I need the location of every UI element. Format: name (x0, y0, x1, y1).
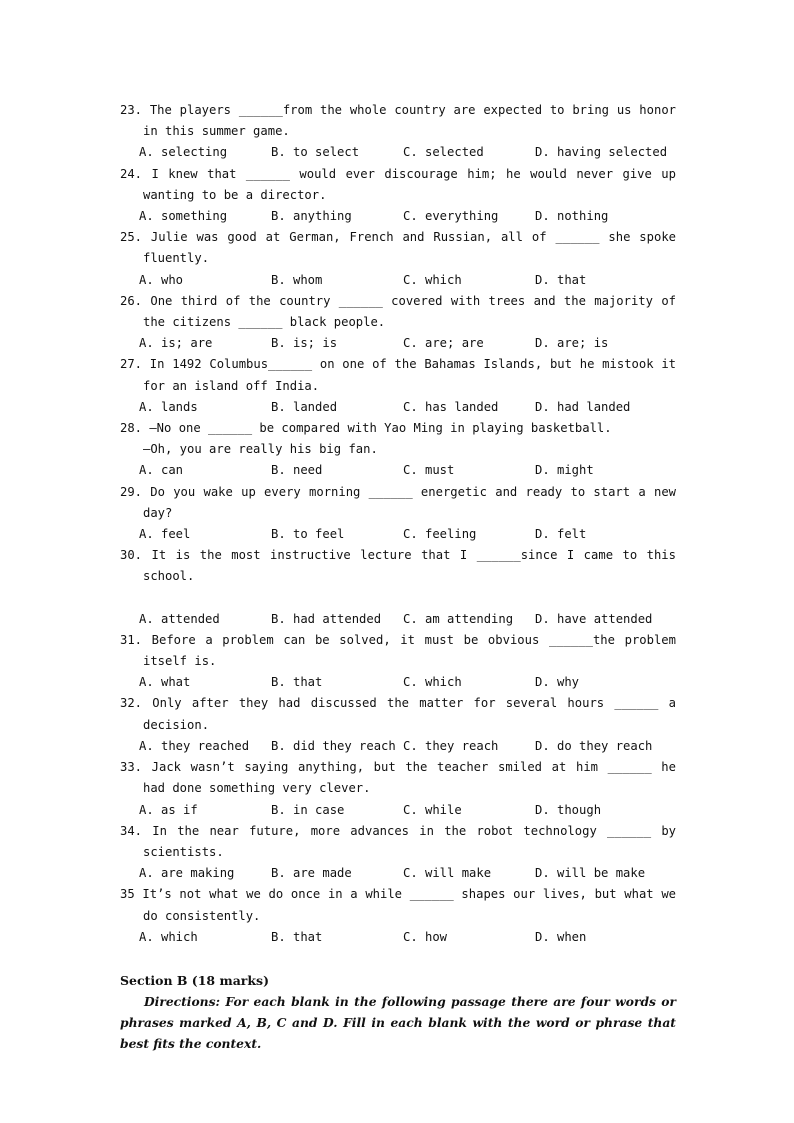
option-d: D. having selected (535, 145, 668, 160)
option-d: D. nothing (535, 209, 609, 224)
option-b: B. is; is (271, 336, 338, 351)
option-d: D. will be make (535, 866, 646, 881)
option-c: C. selected (403, 145, 484, 160)
option-d: D. do they reach (535, 738, 653, 753)
option-a: A. who (139, 272, 184, 287)
option-d: D. though (535, 802, 602, 817)
options-row (120, 736, 676, 757)
option-a: A. they reached (139, 738, 250, 753)
option-d: D. felt (535, 527, 587, 542)
question-34 (120, 821, 676, 885)
options-row (120, 460, 676, 481)
option-a: A. something (139, 209, 228, 224)
options-row (120, 863, 676, 884)
section-directions: Directions: For each blank in the following passage there are four words or phrases marked A, B, C and D. Fill in each blank with the word or phrase that best fits the context. (120, 993, 676, 1051)
option-b: B. in case (271, 802, 345, 817)
question-35 (120, 884, 676, 948)
question-stem: 27. In 1492 Columbus______ on one of the Bahamas Islands, but he mistook it for an island off India. (120, 357, 676, 393)
option-b: B. need (271, 463, 323, 478)
question-28 (120, 418, 676, 482)
options-row (120, 397, 676, 418)
question-stem: 33. Jack wasn’t saying anything, but the teacher smiled at him ______ he had done something very clever. (120, 760, 676, 796)
question-30 (120, 545, 676, 630)
option-c: C. will make (403, 866, 492, 881)
option-b: B. whom (271, 272, 323, 287)
options-row (120, 800, 676, 821)
question-25 (120, 227, 676, 291)
options-row (120, 270, 676, 291)
option-b: B. that (271, 675, 323, 690)
option-b: B. had attended (271, 611, 382, 626)
question-32 (120, 693, 676, 757)
question-stem: 28. —No one ______ be compared with Yao Ming in playing basketball. (120, 421, 612, 436)
option-a: A. selecting (139, 145, 228, 160)
option-a: A. feel (139, 527, 191, 542)
option-c: C. which (403, 272, 462, 287)
question-stem: 32. Only after they had discussed the matter for several hours ______ a decision. (120, 696, 676, 732)
option-a: A. are making (139, 866, 235, 881)
question-stem: 31. Before a problem can be solved, it must be obvious ______the problem itself is. (120, 632, 676, 669)
options-row (120, 927, 676, 948)
option-d: D. might (535, 463, 594, 478)
question-stem: 23. The players ______from the whole country are expected to bring us honor in this summer game. (120, 103, 676, 139)
option-a: A. can (139, 463, 184, 478)
option-b: B. are made (271, 866, 352, 881)
option-c: C. has landed (403, 399, 499, 414)
question-24 (120, 164, 676, 228)
option-c: C. are; are (403, 336, 484, 351)
option-d: D. are; is (535, 336, 609, 351)
question-23 (120, 100, 676, 164)
option-c: C. they reach (403, 738, 499, 753)
option-a: A. what (139, 675, 191, 690)
options-row (120, 142, 676, 163)
option-d: D. why (535, 675, 580, 690)
question-stem: 34. In the near future, more advances in the robot technology ______ by scientists. (120, 823, 676, 859)
option-a: A. which (139, 929, 198, 944)
option-a: A. attended (139, 611, 220, 626)
question-stem: 29. Do you wake up every morning ______ energetic and ready to start a new day? (120, 484, 676, 520)
option-c: C. feeling (403, 527, 477, 542)
question-27 (120, 354, 676, 418)
option-b: B. did they reach (271, 738, 396, 753)
question-stem: 30. It is the most instructive lecture that I ______since I came to this school. (120, 548, 676, 584)
dialog-reply: —Oh, you are really his big fan. (143, 442, 378, 457)
options-row (120, 609, 676, 630)
option-a: A. as if (139, 802, 198, 817)
option-b: B. to feel (271, 527, 345, 542)
options-row (120, 206, 676, 227)
question-29 (120, 482, 676, 546)
option-c: C. which (403, 675, 462, 690)
options-row (120, 333, 676, 354)
option-b: B. that (271, 929, 323, 944)
question-stem: 26. One third of the country ______ covered with trees and the majority of the citizens ______ black people. (120, 293, 676, 330)
option-c: C. everything (403, 209, 499, 224)
option-b: B. landed (271, 399, 338, 414)
question-stem: 24. I knew that ______ would ever discourage him; he would never give up wanting to be a director. (120, 166, 676, 202)
options-row (120, 672, 676, 693)
option-c: C. how (403, 929, 448, 944)
blank-line (120, 588, 676, 609)
options-row (120, 524, 676, 545)
question-stem: 35 It’s not what we do once in a while ______ shapes our lives, but what we do consistently. (120, 887, 676, 923)
option-c: C. am attending (403, 611, 514, 626)
question-stem: 25. Julie was good at German, French and Russian, all of ______ she spoke fluently. (120, 230, 676, 266)
option-d: D. had landed (535, 399, 631, 414)
question-list (120, 100, 676, 1054)
option-b: B. to select (271, 145, 360, 160)
section-title: Section B (18 marks) (120, 972, 269, 988)
question-31 (120, 630, 676, 694)
option-b: B. anything (271, 209, 352, 224)
option-d: D. when (535, 929, 587, 944)
question-33 (120, 757, 676, 821)
option-c: C. while (403, 802, 462, 817)
question-26 (120, 291, 676, 355)
option-d: D. that (535, 272, 587, 287)
option-d: D. have attended (535, 611, 653, 626)
option-a: A. is; are (139, 336, 213, 351)
option-a: A. lands (139, 399, 198, 414)
option-c: C. must (403, 463, 455, 478)
